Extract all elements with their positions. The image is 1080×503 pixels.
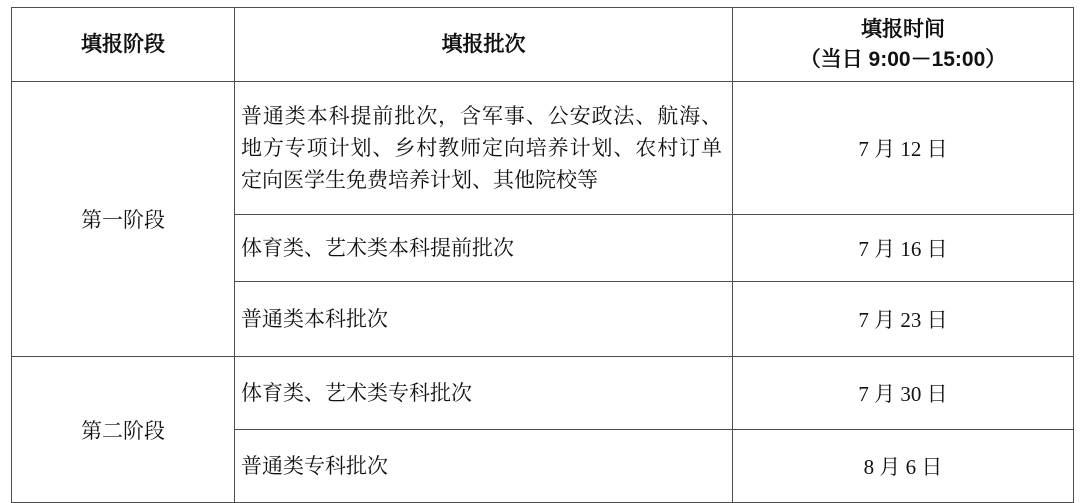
batch-cell: 普通类专科批次 (235, 430, 733, 503)
date-cell: 7 月 12 日 (733, 82, 1074, 215)
batch-cell: 普通类本科批次 (235, 282, 733, 357)
table-header-row (12, 8, 1074, 82)
application-schedule-table (11, 7, 1074, 503)
header-stage: 填报阶段 (12, 8, 235, 82)
stage-cell-first: 第一阶段 (12, 82, 235, 357)
date-cell: 7 月 30 日 (733, 357, 1074, 430)
header-time-window: （当日 9:00－15:00） (799, 47, 1007, 71)
header-time-title: 填报时间 (861, 17, 945, 41)
date-cell: 7 月 23 日 (733, 282, 1074, 357)
header-time (733, 8, 1074, 82)
date-cell: 7 月 16 日 (733, 215, 1074, 282)
schedule-table-container (11, 7, 1074, 503)
batch-cell: 体育类、艺术类本科提前批次 (235, 215, 733, 282)
batch-cell: 普通类本科提前批次，含军事、公安政法、航海、地方专项计划、乡村教师定向培养计划、农村订单定向医学生免费培养计划、其他院校等 (235, 82, 733, 215)
table-row (12, 82, 1074, 215)
table-row (12, 357, 1074, 430)
batch-cell: 体育类、艺术类专科批次 (235, 357, 733, 430)
date-cell: 8 月 6 日 (733, 430, 1074, 503)
header-batch: 填报批次 (235, 8, 733, 82)
stage-cell-second: 第二阶段 (12, 357, 235, 503)
